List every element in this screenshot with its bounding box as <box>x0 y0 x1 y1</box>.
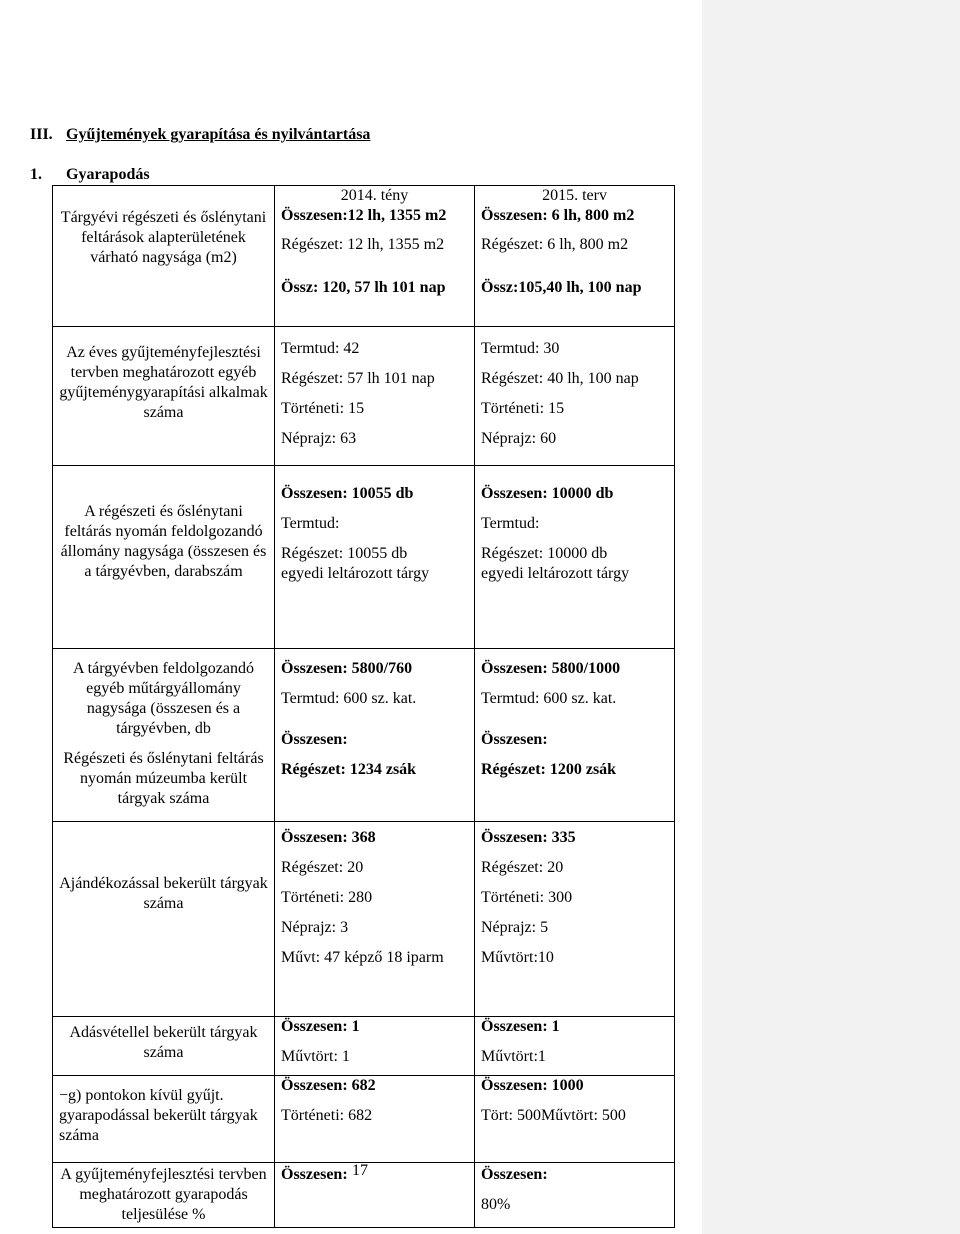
table-row-7 <box>53 1076 675 1163</box>
col-2015-header: 2015. terv <box>542 187 607 204</box>
row5-2014-cell <box>275 822 475 1017</box>
section-roman: III. <box>30 126 53 143</box>
section-title: Gyűjtemények gyarapítása és nyilvántartása <box>66 126 371 143</box>
row2-2015-regeszet: Régészet: 40 lh, 100 nap <box>481 370 639 387</box>
row2-2015-total: Össz:105,40 lh, 100 nap <box>481 279 642 296</box>
table-row-2 <box>53 327 675 466</box>
row4-2015-termtud: Termtud: 600 sz. kat. <box>481 690 617 707</box>
row8-2014-total: Összesen: <box>281 1166 348 1183</box>
row7-2014-torteneti: Történeti: 682 <box>281 1107 373 1124</box>
row3-2014-termtud: Termtud: <box>281 515 340 532</box>
row7-2014-cell <box>275 1076 475 1163</box>
subsection-heading <box>30 166 150 184</box>
row8-2014-cell <box>275 1163 475 1228</box>
row1-label: Tárgyévi régészeti és őslénytani feltárások alapterületének várható nagysága (m2) <box>60 209 267 266</box>
row4-label2: Régészeti és őslénytani feltárás nyomán múzeumba került tárgyak száma <box>63 750 264 807</box>
row7-label-cell <box>53 1076 275 1163</box>
row7-2015-tort-muvtort: Tört: 500Művtört: 500 <box>481 1107 626 1124</box>
row5-2014-total: Összesen: 368 <box>281 829 376 846</box>
row4-2015-regeszet: Régészet: 1200 zsák <box>481 761 617 778</box>
row5-2015-muvtort: Művtört:10 <box>481 949 554 966</box>
row3-2015-regeszet: Régészet: 10000 db <box>481 545 608 562</box>
row5-2014-torteneti: Történeti: 280 <box>281 889 373 906</box>
row6-label-cell <box>53 1017 275 1076</box>
row8-2015-total: Összesen: <box>481 1166 548 1183</box>
row5-2014-neprajz: Néprajz: 3 <box>281 919 349 936</box>
row3-2015-termtud: Termtud: <box>481 515 540 532</box>
row7-2014-total: Összesen: 682 <box>281 1077 376 1094</box>
row5-2015-torteneti: Történeti: 300 <box>481 889 573 906</box>
row4-2014-regeszet: Régészet: 1234 zsák <box>281 761 417 778</box>
row4-2014-total2: Összesen: <box>281 731 348 748</box>
row1-2014-regeszet: Régészet: 12 lh, 1355 m2 <box>281 236 445 253</box>
row5-2015-cell <box>475 822 675 1017</box>
row6-2014-cell <box>275 1017 475 1076</box>
row1-2015-regeszet: Régészet: 6 lh, 800 m2 <box>481 236 629 253</box>
row1-2015-total: Összesen: 6 lh, 800 m2 <box>481 207 635 224</box>
row3-label: A régészeti és őslénytani feltárás nyomán feldolgozandó állomány nagysága (összesen és a tárgyévben, darabszám <box>60 503 267 580</box>
row7-2015-cell <box>475 1076 675 1163</box>
row5-2015-neprajz: Néprajz: 5 <box>481 919 549 936</box>
row3-2014-note: egyedi leltározott tárgy <box>281 565 430 582</box>
row2-2015-torteneti: Történeti: 15 <box>481 400 565 417</box>
row5-label: Ajándékozással bekerült tárgyak száma <box>59 875 268 912</box>
comment-sidebar <box>702 0 960 1234</box>
row2-2015-termtud: Termtud: 30 <box>481 340 560 357</box>
row7-2015-total: Összesen: 1000 <box>481 1077 584 1094</box>
row2-2014-neprajz: Néprajz: 63 <box>281 430 357 447</box>
row8-2015-cell <box>475 1163 675 1228</box>
table-row-4 <box>53 649 675 822</box>
row5-label-cell <box>53 822 275 1017</box>
row8-label-cell <box>53 1163 275 1228</box>
row3-label-cell <box>53 466 275 649</box>
row3-2014-regeszet: Régészet: 10055 db <box>281 545 408 562</box>
row2-2014-termtud: Termtud: 42 <box>281 340 360 357</box>
row1-2014-total: Összesen:12 lh, 1355 m2 <box>281 207 447 224</box>
row2-2014-total: Össz: 120, 57 lh 101 nap <box>281 279 446 296</box>
row2-2014-regeszet: Régészet: 57 lh 101 nap <box>281 370 435 387</box>
row5-2014-muvt: Művt: 47 képző 18 iparm <box>281 949 444 966</box>
row2-2014-cell <box>275 327 475 466</box>
row2-2015-neprajz: Néprajz: 60 <box>481 430 557 447</box>
row4-2014-cell <box>275 649 475 822</box>
row4-2014-termtud: Termtud: 600 sz. kat. <box>281 690 417 707</box>
row1-2014-cell <box>275 186 475 327</box>
row7-label: −g) pontokon kívül gyűjt. gyarapodással bekerült tárgyak száma <box>59 1087 258 1144</box>
row2-2014-torteneti: Történeti: 15 <box>281 400 365 417</box>
row3-2015-note: egyedi leltározott tárgy <box>481 565 630 582</box>
row1-label-cell <box>53 186 275 327</box>
row6-2015-total: Összesen: 1 <box>481 1018 560 1035</box>
row6-label: Adásvétellel bekerült tárgyak száma <box>69 1024 258 1061</box>
table-row-5 <box>53 822 675 1017</box>
subsection-number: 1. <box>30 166 42 183</box>
page-number: 17 <box>352 1162 368 1179</box>
table-row-1 <box>53 186 675 327</box>
row4-label: A tárgyévben feldolgozandó egyéb műtárgyállomány nagysága (összesen és a tárgyévben, db <box>73 660 254 737</box>
row3-2015-cell <box>475 466 675 649</box>
row8-2015-value: 80% <box>481 1196 511 1213</box>
row1-2015-cell <box>475 186 675 327</box>
acquisition-table <box>52 185 675 1228</box>
row6-2015-cell <box>475 1017 675 1076</box>
row5-2014-regeszet: Régészet: 20 <box>281 859 364 876</box>
section-heading <box>30 126 370 144</box>
row2-label: Az éves gyűjteményfejlesztési tervben meghatározott egyéb gyűjteménygyarapítási alkalmak száma <box>59 344 268 421</box>
row8-label: A gyűjteményfejlesztési tervben meghatározott gyarapodás teljesülése % <box>60 1166 267 1223</box>
row5-2015-total: Összesen: 335 <box>481 829 576 846</box>
table-row-3 <box>53 466 675 649</box>
row2-2015-cell <box>475 327 675 466</box>
row4-2015-cell <box>475 649 675 822</box>
row4-2014-total: Összesen: 5800/760 <box>281 660 413 677</box>
row6-2015-muvtort: Művtört:1 <box>481 1048 546 1065</box>
table-row-6 <box>53 1017 675 1076</box>
row6-2014-total: Összesen: 1 <box>281 1018 360 1035</box>
col-2014-header: 2014. tény <box>340 187 409 204</box>
row3-2014-total: Összesen: 10055 db <box>281 485 414 502</box>
row5-2015-regeszet: Régészet: 20 <box>481 859 564 876</box>
row3-2014-cell <box>275 466 475 649</box>
row2-label-cell <box>53 327 275 466</box>
row4-label-cell <box>53 649 275 822</box>
row4-2015-total2: Összesen: <box>481 731 548 748</box>
row3-2015-total: Összesen: 10000 db <box>481 485 614 502</box>
subsection-title: Gyarapodás <box>66 166 150 183</box>
row6-2014-muvtort: Művtört: 1 <box>281 1048 350 1065</box>
row4-2015-total: Összesen: 5800/1000 <box>481 660 621 677</box>
